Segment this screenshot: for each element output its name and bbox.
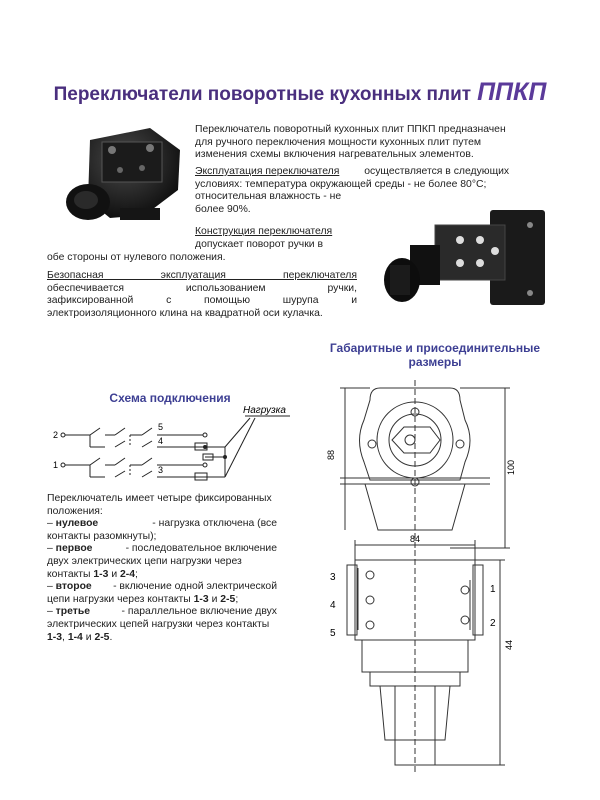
title-text: Переключатели поворотные кухонных плит	[53, 84, 472, 105]
contact-2-label: 2	[53, 430, 59, 440]
positions-list: Переключатель имеет четыре фиксированных положения: – нулевое - нагрузка отключена (все контакты разомкнуты); – первое - последовательное включение двух электрических цепи нагрузки через контакты 1-3 и 2-4; – второе - включение одной электрической цепи нагрузки через контакты 1-3 и 2-5; – третье - параллельное включение двух электрических цепей нагрузки через контакты 1-3, 1-4 и 2-5.	[47, 493, 277, 643]
terminal-1-label: 1	[490, 584, 496, 595]
title-brand: ППКП	[477, 78, 547, 106]
contact-1-label: 1	[53, 460, 59, 470]
page-title	[0, 78, 600, 107]
contact-5-label: 5	[158, 422, 164, 432]
dim-84-label: 84	[410, 534, 421, 544]
terminal-2-label: 2	[490, 618, 496, 629]
load-label: Нагрузка	[243, 405, 286, 416]
terminal-3-label: 3	[330, 572, 336, 583]
scheme-heading: Схема подключения	[109, 391, 231, 405]
terminal-4-label: 4	[330, 600, 336, 611]
dimensions-heading: Габаритные и присоединительные размеры	[329, 341, 541, 369]
dim-44-label: 44	[504, 639, 514, 650]
intro-paragraph: Переключатель поворотный кухонных плит ППКП предназначен для ручного переключения мощности кухонных плит путем изменения схемы включения нагревательных элементов.	[195, 124, 506, 161]
dim-100-label: 100	[506, 459, 516, 475]
contact-3-label: 3	[158, 465, 164, 475]
construction-paragraph: Конструкция переключателя допускает поворот ручки в	[195, 226, 333, 250]
switch-photo-rear	[50, 120, 190, 230]
dim-88-label: 88	[326, 449, 336, 460]
construction-line2: обе стороны от нулевого положения.	[47, 252, 226, 263]
dimension-drawing	[300, 380, 540, 780]
contact-4-label: 4	[158, 436, 164, 446]
terminal-5-label: 5	[330, 628, 336, 639]
wiring-scheme-diagram	[45, 400, 300, 500]
safety-paragraph: Безопасная эксплуатация переключателя обеспечивается использованием ручки, зафиксированной с помощью шурупа и электроизоляционного клина на квадратной оси кулачка.	[47, 270, 357, 319]
switch-photo-front	[380, 205, 560, 330]
operation-paragraph: Эксплуатация переключателя осуществляется в следующих условиях: температура окружающей среды - не более 80°С; относительная влажность - не более 90%.	[195, 166, 510, 215]
